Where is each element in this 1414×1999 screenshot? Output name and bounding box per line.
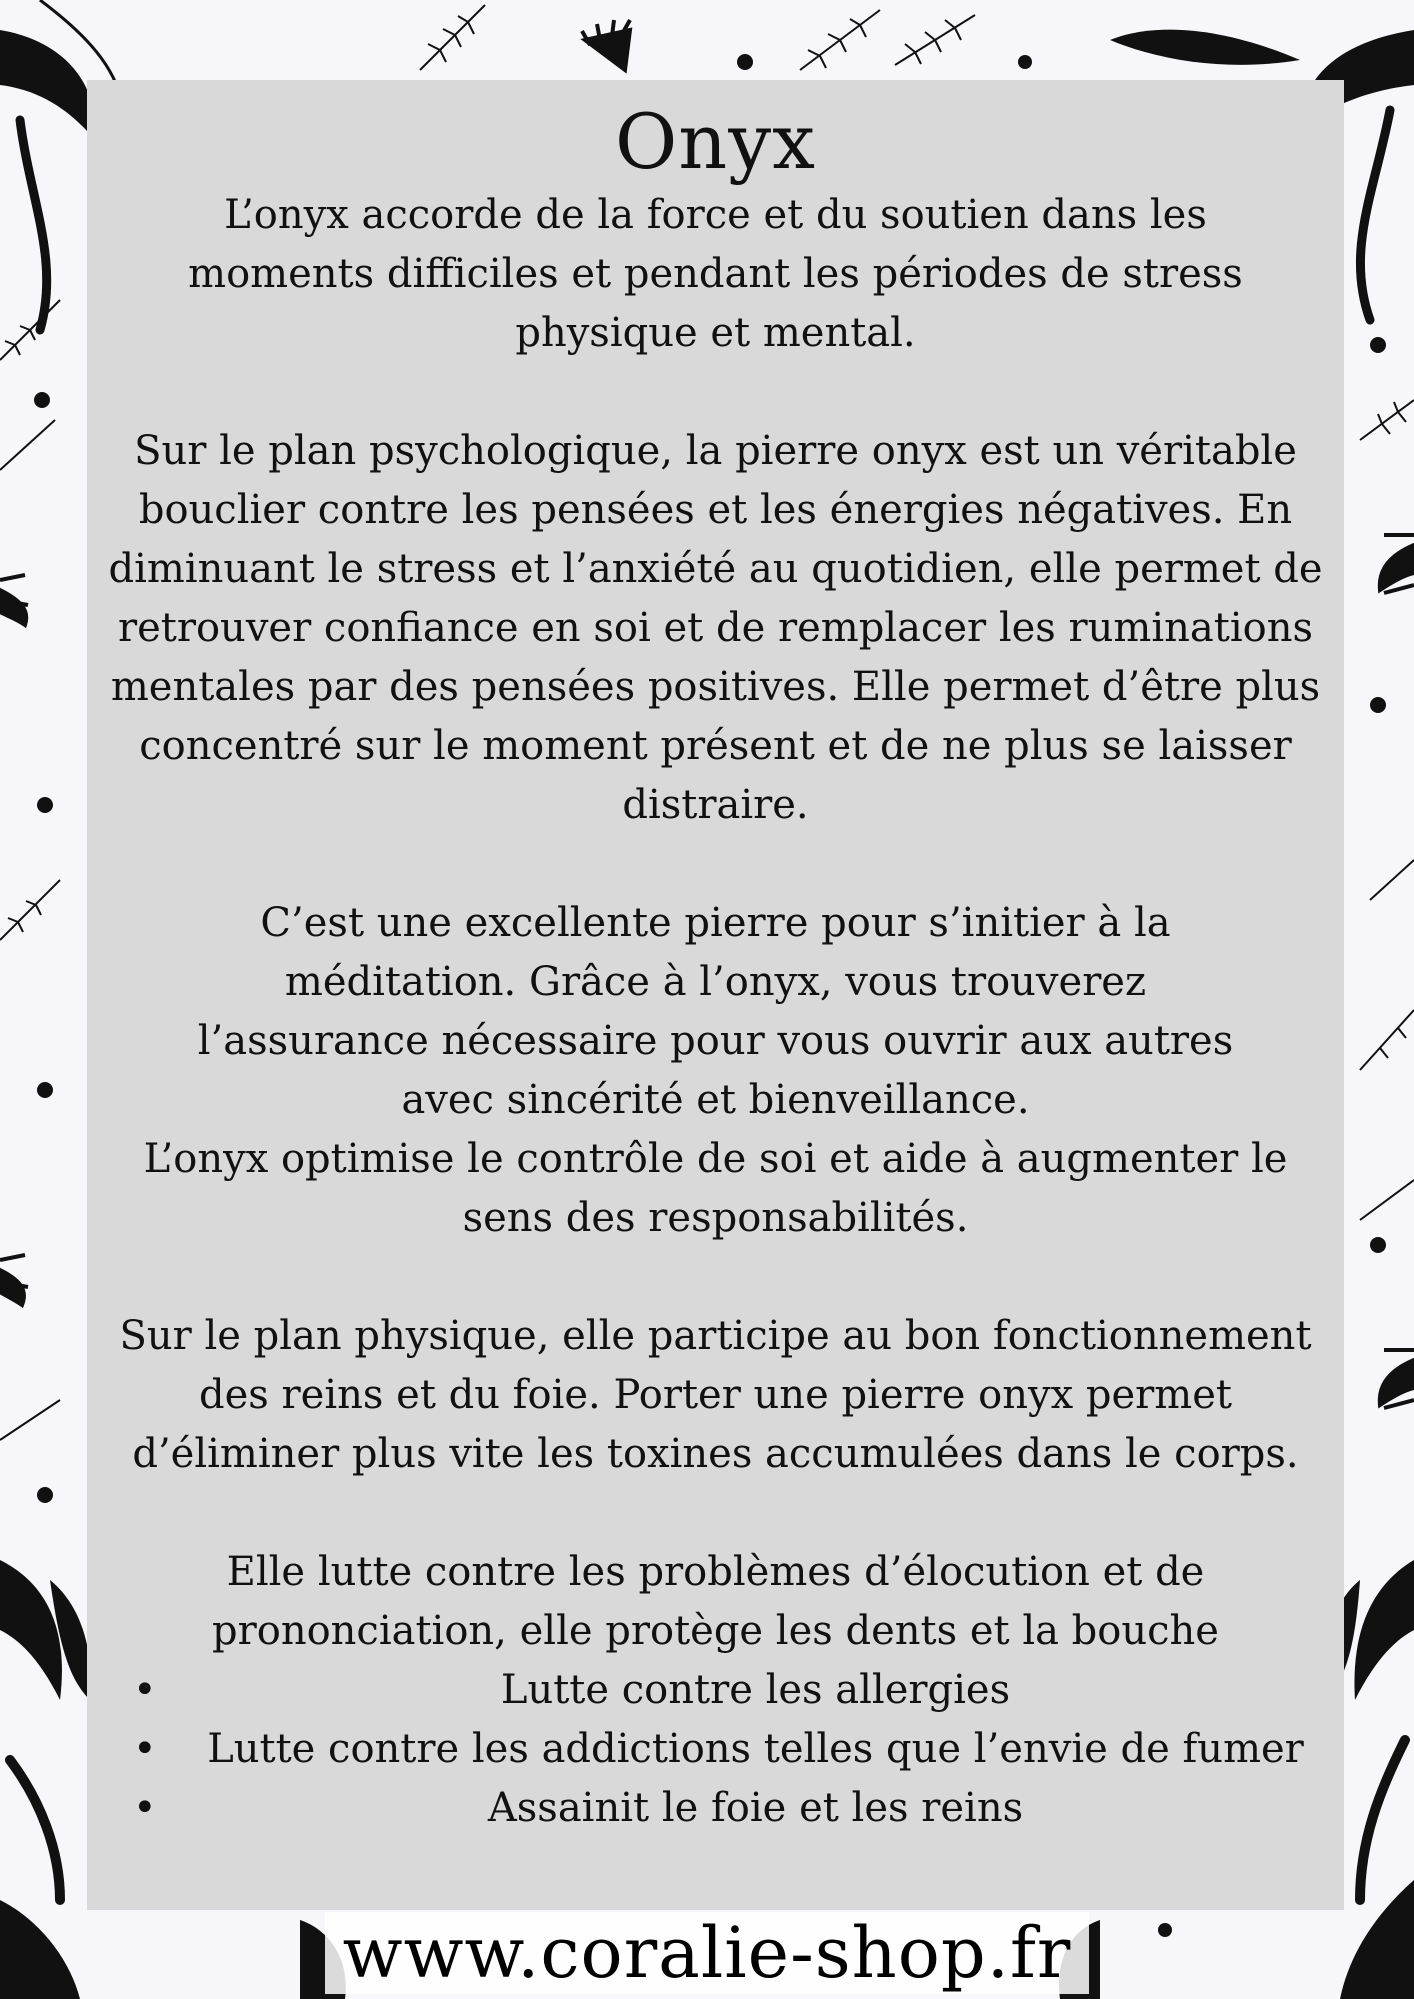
bullet-icon: • bbox=[133, 1785, 157, 1831]
spacer bbox=[95, 1248, 1336, 1307]
bullet-icon: • bbox=[133, 1726, 157, 1772]
website-footer bbox=[0, 1910, 1414, 1996]
meditation-paragraph: C’est une excellente pierre pour s’initier à la méditation. Grâce à l’onyx, vous trouverez l’assurance nécessaire pour vous ouvrir aux autres avec sincérité et bienveillance. bbox=[197, 900, 1234, 1123]
list-item bbox=[95, 1661, 1336, 1720]
spacer bbox=[95, 1484, 1336, 1543]
spacer bbox=[95, 835, 1336, 894]
intro-paragraph: L’onyx accorde de la force et du soutien dans les moments difficiles et pendant les périodes de stress physique et mental. bbox=[188, 192, 1243, 356]
speech-paragraph: Elle lutte contre les problèmes d’élocution et de prononciation, elle protège les dents et la bouche bbox=[212, 1549, 1219, 1654]
list-item-text: Assainit le foie et les reins bbox=[487, 1785, 1024, 1831]
list-item bbox=[95, 1779, 1336, 1838]
page-title: Onyx bbox=[614, 97, 817, 186]
website-link[interactable]: www.coralie-shop.fr bbox=[325, 1912, 1090, 1994]
self-control-paragraph: L’onyx optimise le contrôle de soi et aide à augmenter le sens des responsabilités. bbox=[143, 1136, 1288, 1241]
content-panel bbox=[87, 80, 1344, 1910]
psychological-paragraph: Sur le plan psychologique, la pierre onyx est un véritable bouclier contre les pensées et les énergies négatives. En diminuant le stress et l’anxiété au quotidien, elle permet de retrouver confiance en soi et de remplacer les ruminations mentales par des pensées positives. Elle permet d’être plus concentré sur le moment présent et de ne plus se laisser distraire. bbox=[108, 428, 1323, 828]
list-item bbox=[95, 1720, 1336, 1779]
list-item-text: Lutte contre les addictions telles que l’envie de fumer bbox=[207, 1726, 1304, 1772]
physical-paragraph: Sur le plan physique, elle participe au bon fonctionnement des reins et du foie. Porter une pierre onyx permet d’éliminer plus vite les toxines accumulées dans le corps. bbox=[119, 1313, 1312, 1477]
list-item-text: Lutte contre les allergies bbox=[500, 1667, 1011, 1713]
bullet-icon: • bbox=[133, 1667, 157, 1713]
spacer bbox=[95, 363, 1336, 422]
benefits-list bbox=[95, 1661, 1336, 1838]
